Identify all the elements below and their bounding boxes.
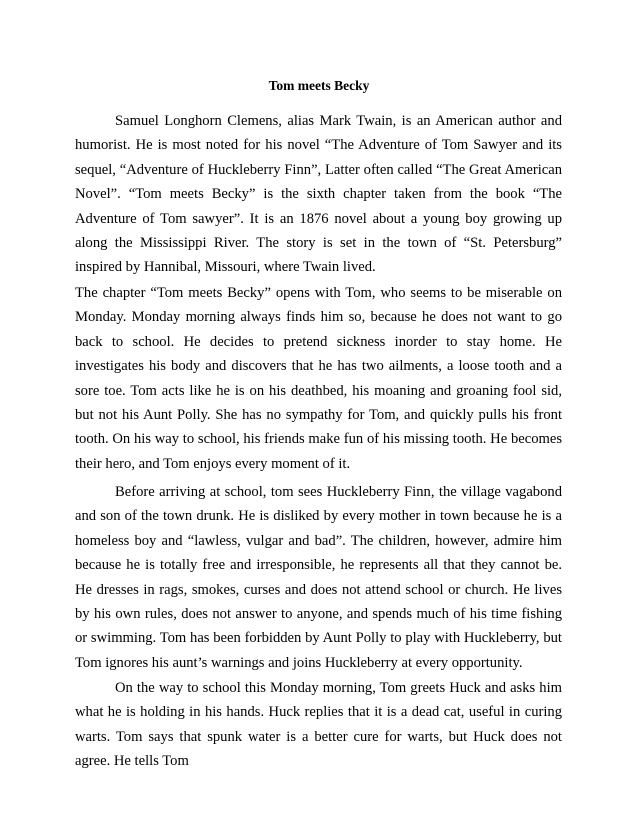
document-title: Tom meets Becky <box>268 78 370 93</box>
paragraph-chapter-opening: The chapter “Tom meets Becky” opens with Tom, who seems to be miserable on Monday. Monday morning always finds him so, because he does not want to go back to school. He decides to pretend sickness inorder to stay home. He investigates his body and discovers that he has two ailments, a loose tooth and a sore toe. Tom acts like he is on his deathbed, his moaning and groaning fool sid, but not his Aunt Polly. She has no sympathy for Tom, and quickly pulls his front tooth. On his way to school, his friends make fun of his missing tooth. He becomes their hero, and Tom enjoys every moment of it. <box>75 285 562 472</box>
paragraph-intro: Samuel Longhorn Clemens, alias Mark Twain, is an American author and humorist. He is most noted for his novel “The Adventure of Tom Sawyer and its sequel, “Adventure of Huckleberry Finn”, Latter often called “The Great American Novel”. “Tom meets Becky” is the sixth chapter taken from the book “The Adventure of Tom sawyer”. It is an 1876 novel about a young boy growing up along the Mississippi River. The story is set in the town of “St. Petersburg” inspired by Hannibal, Missouri, where Twain lived. <box>75 113 562 276</box>
paragraph-huckleberry: Before arriving at school, tom sees Huckleberry Finn, the village vagabond and son of the town drunk. He is disliked by every mother in town because he is a homeless boy and “lawless, vulgar and bad”. The children, however, admire him because he is totally free and irresponsible, he represents all that they cannot be. He dresses in rags, smokes, curses and does not attend school or church. He lives by his own rules, does not answer to anyone, and spends much of his time fishing or swimming. Tom has been forbidden by Aunt Polly to play with Huckleberry, but Tom ignores his aunt’s warnings and joins Huckleberry at every opportunity. <box>75 484 562 671</box>
paragraph-monday-morning: On the way to school this Monday morning, Tom greets Huck and asks him what he is holding in his hands. Huck replies that it is a dead cat, useful in curing warts. Tom says that spunk water is a better cure for warts, but Huck does not agree. He tells Tom <box>75 680 562 770</box>
